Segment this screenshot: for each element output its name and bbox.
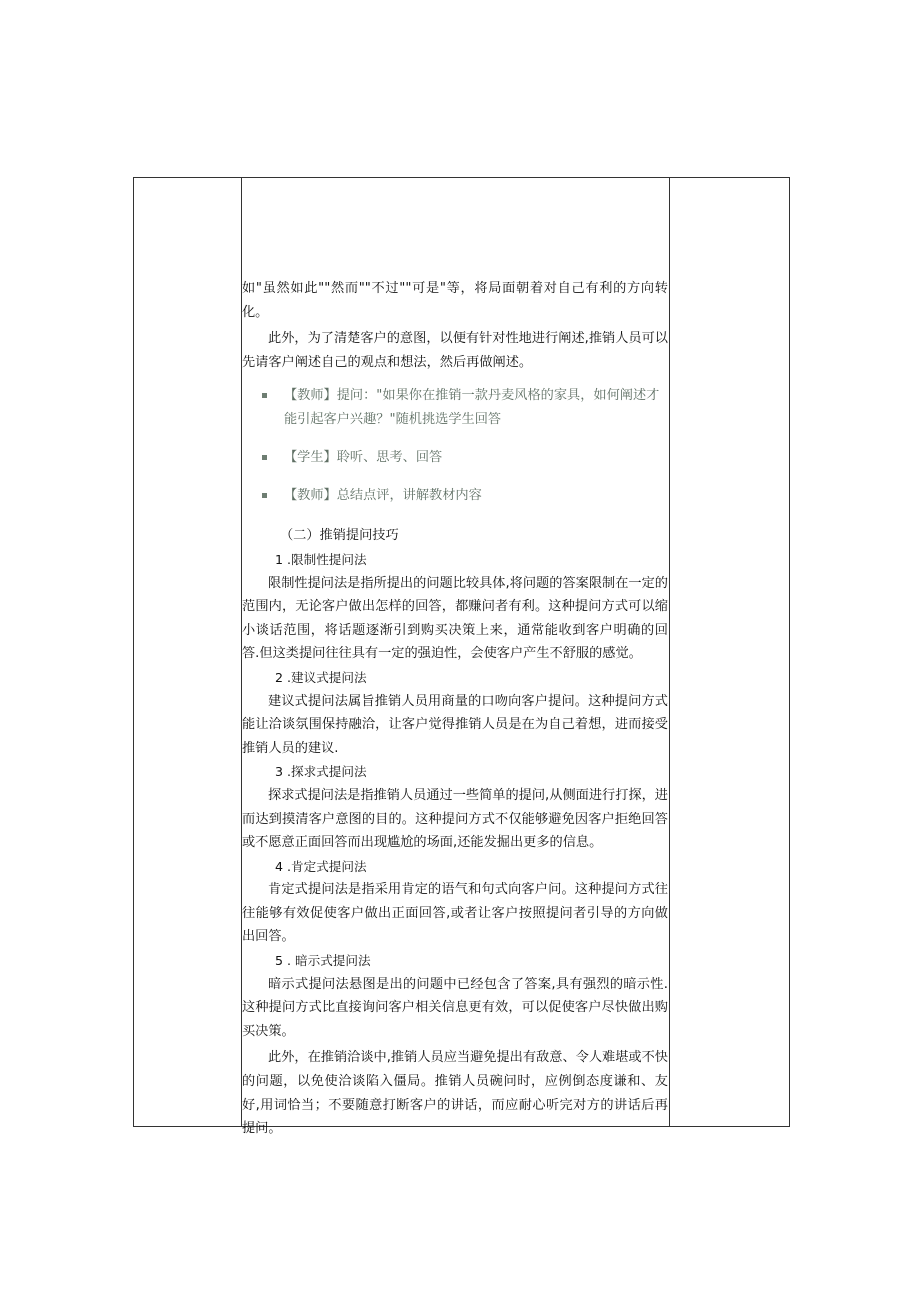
activity-list: [242, 384, 668, 508]
technique-heading: 5 . 暗示式提问法: [275, 953, 371, 969]
technique-body: 暗示式提问法悬图是出的问题中已经包含了答案,具有强烈的暗示性.这种提问方式比直接询问客户相关信息更有效，可以促使客户尽快做出购买决策。: [242, 976, 668, 1039]
technique-heading: 1 .限制性提问法: [275, 551, 367, 567]
intro-line: 如"虽然如此""然而""不过""可是"等，将局面朝着对自己有利的方向转化。: [242, 281, 668, 320]
list-item: [242, 484, 668, 508]
square-bullet-icon: [262, 393, 267, 398]
intro-paragraph: 此外，为了清楚客户的意图，以便有针对性地进行阐述,推销人员可以先请客户阐述自己的观点和想法，然后再做阐述。: [242, 331, 668, 370]
lesson-content: [242, 277, 668, 1141]
technique-heading: 3 .探求式提问法: [275, 764, 367, 780]
closing-paragraph: 此外，在推销洽谈中,推销人员应当避免提出有敌意、令人难堪或不快的问题，以免使洽谈陷入僵局。推销人员碗问时，应例倒态度谦和、友好,用词恰当；不要随意打断客户的讲话，而应耐心听完对方的讲话后再提问。: [242, 1050, 668, 1137]
technique-heading: 2 .建议式提问法: [275, 669, 367, 685]
technique-body: 建议式提问法属旨推销人员用商量的口吻向客户提问。这种提问方式能让洽谈氛围保持融洽，让客户觉得推销人员是在为自己着想，进而接受推销人员的建议.: [242, 693, 668, 756]
table-divider-right: [669, 178, 670, 1126]
list-item-text: 【学生】聆听、思考、回答: [284, 450, 443, 466]
section-title: （二）推销提问技巧: [280, 528, 399, 544]
list-item: [242, 384, 668, 432]
square-bullet-icon: [262, 493, 267, 498]
list-item-text: 【教师】总结点评，讲解教材内容: [284, 488, 482, 504]
square-bullet-icon: [262, 455, 267, 460]
technique-heading: 4 .肯定式提问法: [275, 858, 367, 874]
list-item-text: 【教师】提问："如果你在推销一款丹麦风格的家具，如何阐述才能引起客户兴趣？"随机挑选学生回答: [284, 388, 660, 428]
technique-body: 肯定式提问法是指采用肯定的语气和句式向客户问。这种提问方式往往能够有效促使客户做出正面回答,或者让客户按照提问者引导的方向做出回答。: [242, 882, 668, 945]
technique-body: 限制性提问法是指所提出的问题比较具体,将问题的答案限制在一定的范围内，无论客户做出怎样的回答，都赚问者有利。这种提问方式可以缩小谈话范围，将话题逐渐引到购买决策上来，通常能收到客户明确的回答.但这类提问往往具有一定的强迫性，会使客户产生不舒服的感觉。: [242, 575, 668, 662]
technique-body: 探求式提问法是指推销人员通过一些简单的提问,从侧面进行打探，进而达到摸清客户意图的目的。这种提问方式不仅能够避免因客户拒绝回答或不愿意正面回答而出现尴尬的场面,还能发掘出更多的信息。: [242, 787, 668, 851]
list-item: [242, 446, 668, 470]
